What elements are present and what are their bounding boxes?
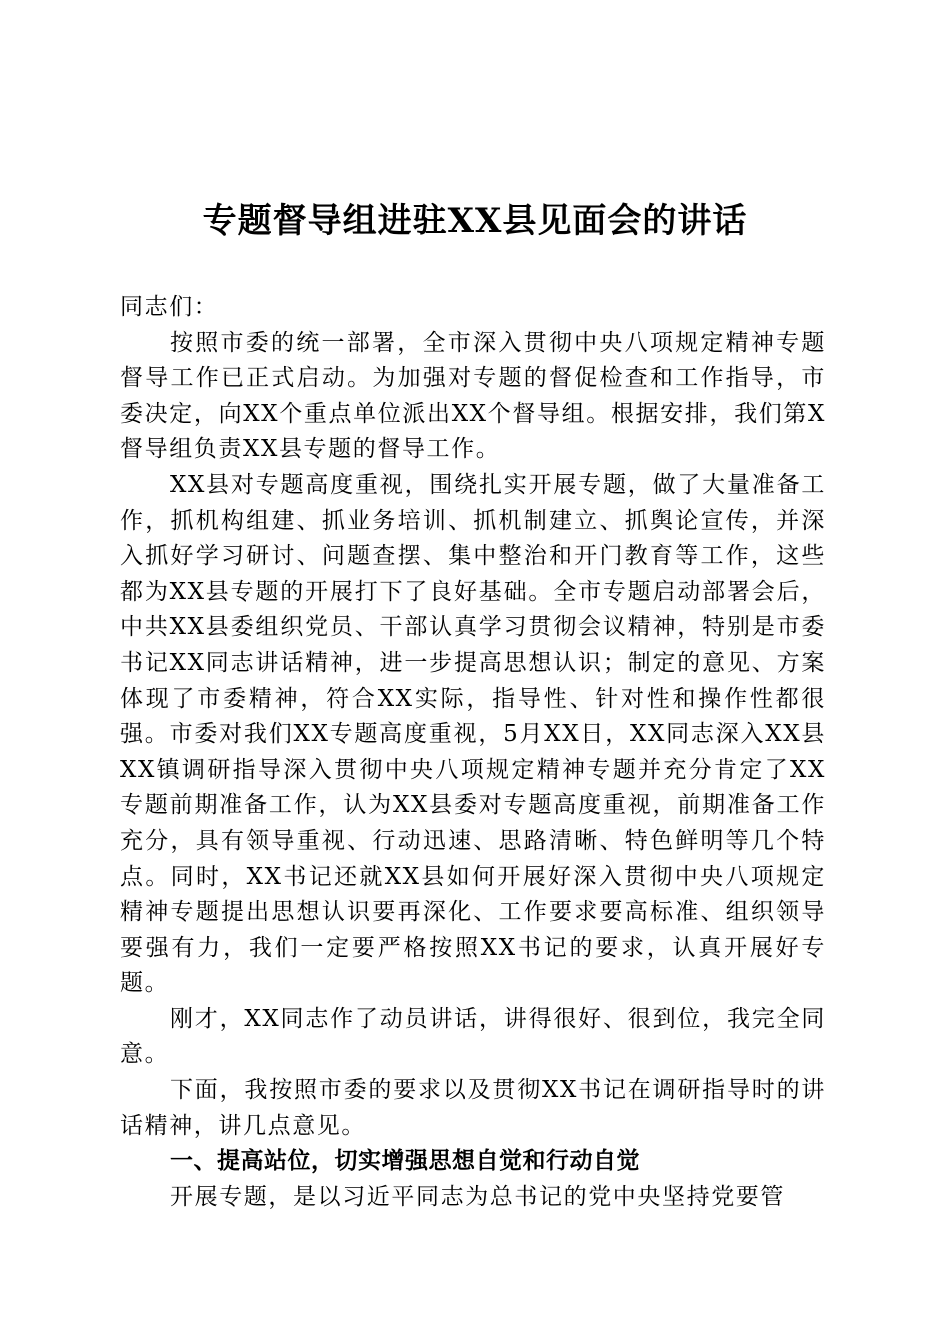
paragraph-5: 开展专题，是以习近平同志为总书记的党中央坚持党要管 bbox=[170, 1183, 785, 1210]
document-title: 专题督导组进驻XX县见面会的讲话 bbox=[202, 201, 748, 241]
salutation: 同志们： bbox=[120, 294, 219, 320]
paragraph-3: 刚才，XX同志作了动员讲话，讲得很好、很到位，我完全同意。 bbox=[120, 1005, 826, 1068]
paragraph-2: XX县对专题高度重视，围绕扎实开展专题，做了大量准备工作，抓机构组建、抓业务培训、抓机制建立、抓舆论宣传，并深入抓好学习研讨、问题查摆、集中整治和开门教育等工作，这些都为XX县专题的开展打下了良好基础。全市专题启动部署会后，中共XX县委组织党员、干部认真学习贯彻会议精神，特别是市委书记XX同志讲话精神，进一步提高思想认识；制定的意见、方案体现了市委精神，符合XX实际，指导性、针对性和操作性都很强。市委对我们XX专题高度重视，5月XX日，XX同志深入XX县XX镇调研指导深入贯彻中央八项规定精神专题并充分肯定了XX专题前期准备工作，认为XX县委对专题高度重视，前期准备工作充分，具有领导重视、行动迅速、思路清晰、特色鲜明等几个特点。同时，XX书记还就XX县如何开展好深入贯彻中央八项规定精神专题提出思想认识要再深化、工作要求要高标准、组织领导要强有力，我们一定要严格按照XX书记的要求，认真开展好专题。 bbox=[120, 471, 826, 997]
paragraph-1: 按照市委的统一部署，全市深入贯彻中央八项规定精神专题督导工作已正式启动。为加强对专题的督促检查和工作指导，市委决定，向XX个重点单位派出XX个督导组。根据安排，我们第X督导组负责XX县专题的督导工作。 bbox=[120, 329, 826, 463]
section-heading: 一、提高站位，切实增强思想自觉和行动自觉 bbox=[170, 1148, 640, 1175]
document-body bbox=[120, 290, 826, 1215]
paragraph-4: 下面，我按照市委的要求以及贯彻XX书记在调研指导时的讲话精神，讲几点意见。 bbox=[120, 1077, 826, 1139]
